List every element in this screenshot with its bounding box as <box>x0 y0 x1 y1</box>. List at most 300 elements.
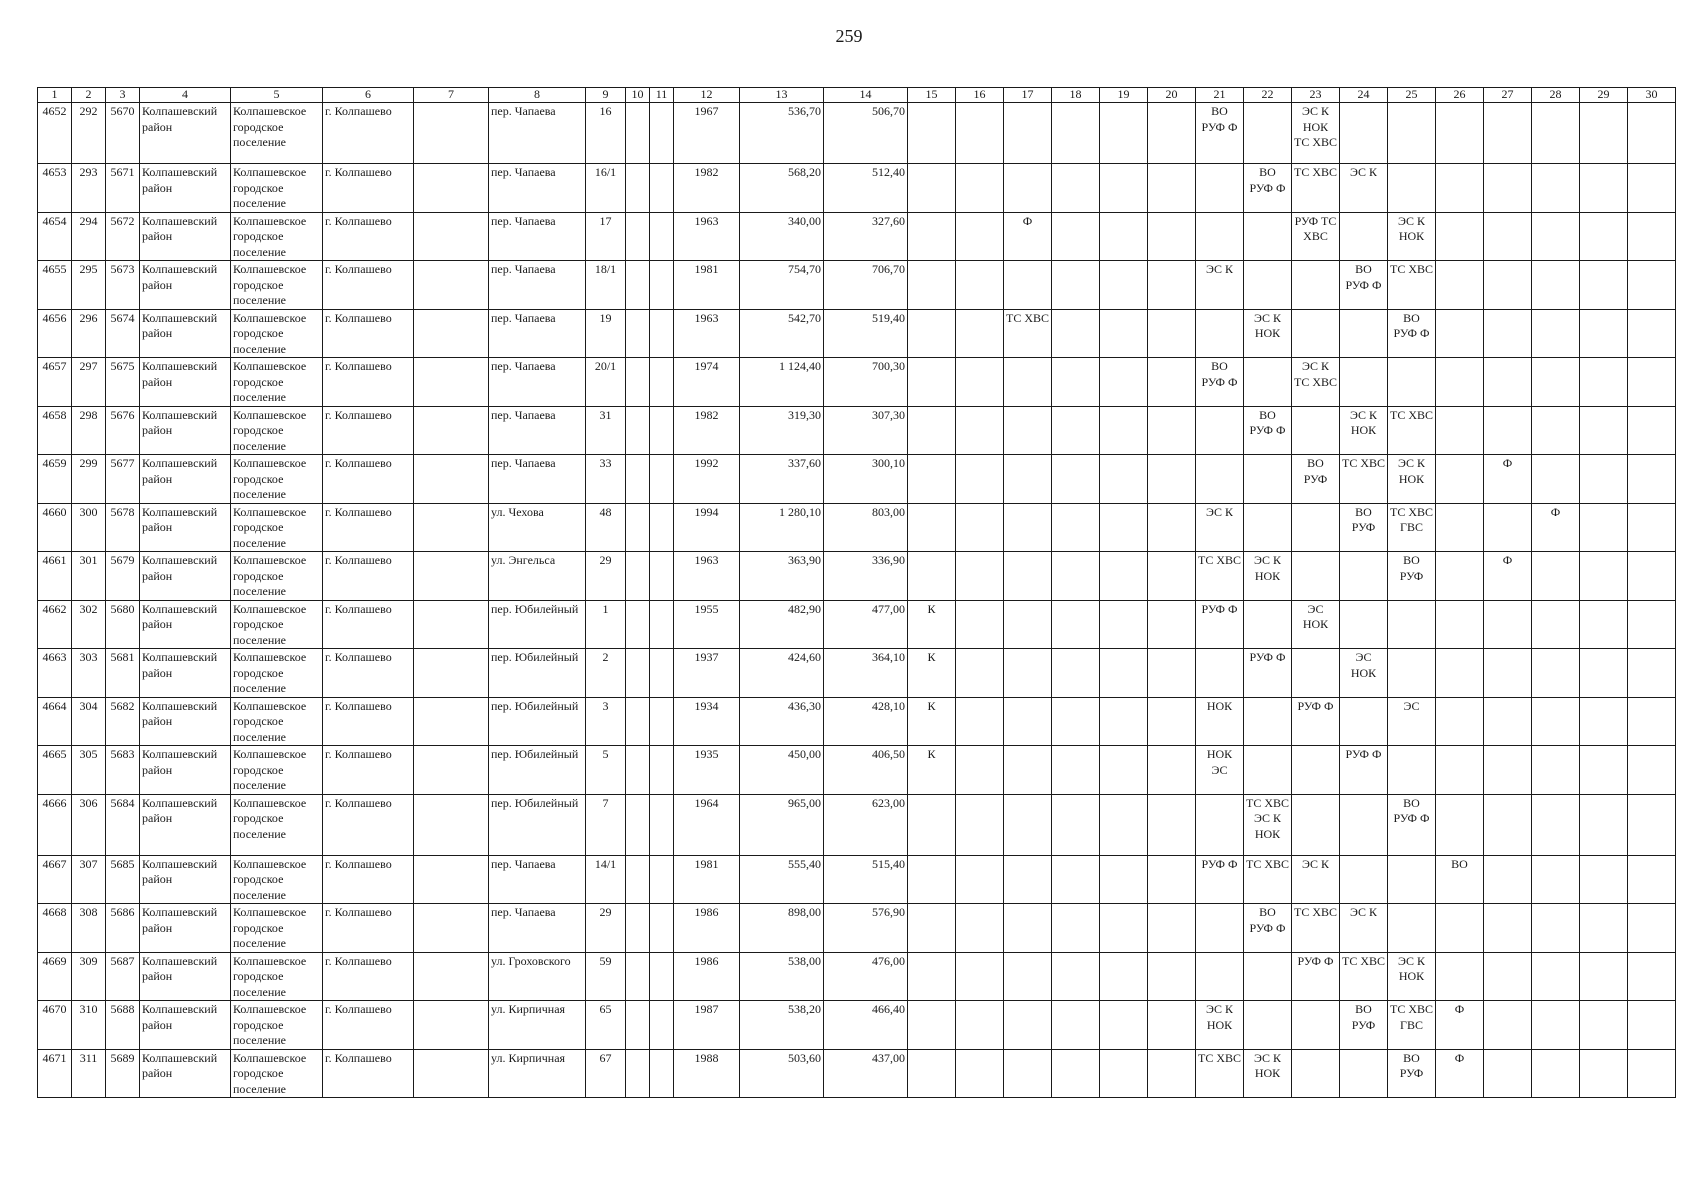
column-header-26: 26 <box>1436 88 1484 103</box>
cell-col-29 <box>1580 358 1628 407</box>
cell-col-3: 5680 <box>106 600 140 649</box>
cell-col-28 <box>1532 261 1580 310</box>
cell-col-16 <box>956 164 1004 213</box>
cell-col-1: 4652 <box>38 103 72 164</box>
cell-col-8: пер. Юбилейный <box>489 697 586 746</box>
cell-col-11 <box>650 261 674 310</box>
cell-col-11 <box>650 455 674 504</box>
cell-col-23 <box>1292 309 1340 358</box>
cell-col-13: 555,40 <box>740 855 824 904</box>
cell-col-25 <box>1388 103 1436 164</box>
cell-col-6: г. Колпашево <box>323 794 414 855</box>
cell-col-1: 4667 <box>38 855 72 904</box>
cell-col-1: 4664 <box>38 697 72 746</box>
column-header-30: 30 <box>1628 88 1676 103</box>
cell-col-16 <box>956 503 1004 552</box>
cell-col-14: 506,70 <box>824 103 908 164</box>
column-header-13: 13 <box>740 88 824 103</box>
cell-col-27 <box>1484 600 1532 649</box>
cell-col-17 <box>1004 746 1052 795</box>
column-header-7: 7 <box>414 88 489 103</box>
cell-col-26: Ф <box>1436 1049 1484 1098</box>
cell-col-14: 803,00 <box>824 503 908 552</box>
table-row <box>38 1049 1676 1098</box>
cell-col-5: Колпашевское городское поселение <box>231 261 323 310</box>
cell-col-12: 1935 <box>674 746 740 795</box>
cell-col-7 <box>414 1001 489 1050</box>
cell-col-6: г. Колпашево <box>323 261 414 310</box>
cell-col-5: Колпашевское городское поселение <box>231 212 323 261</box>
cell-col-13: 424,60 <box>740 649 824 698</box>
cell-col-16 <box>956 1001 1004 1050</box>
cell-col-9: 1 <box>586 600 626 649</box>
cell-col-17: Ф <box>1004 212 1052 261</box>
cell-col-14: 364,10 <box>824 649 908 698</box>
cell-col-23: ЭС К НОК ТС ХВС <box>1292 103 1340 164</box>
cell-col-2: 301 <box>72 552 106 601</box>
cell-col-28 <box>1532 600 1580 649</box>
cell-col-6: г. Колпашево <box>323 952 414 1001</box>
cell-col-7 <box>414 952 489 1001</box>
cell-col-20 <box>1148 1049 1196 1098</box>
cell-col-28 <box>1532 952 1580 1001</box>
cell-col-15 <box>908 358 956 407</box>
cell-col-3: 5678 <box>106 503 140 552</box>
cell-col-7 <box>414 600 489 649</box>
cell-col-1: 4662 <box>38 600 72 649</box>
cell-col-17 <box>1004 904 1052 953</box>
cell-col-11 <box>650 794 674 855</box>
cell-col-29 <box>1580 261 1628 310</box>
cell-col-16 <box>956 261 1004 310</box>
cell-col-5: Колпашевское городское поселение <box>231 697 323 746</box>
cell-col-16 <box>956 697 1004 746</box>
cell-col-18 <box>1052 503 1100 552</box>
cell-col-24: ТС ХВС <box>1340 455 1388 504</box>
cell-col-5: Колпашевское городское поселение <box>231 164 323 213</box>
cell-col-12: 1992 <box>674 455 740 504</box>
cell-col-28 <box>1532 103 1580 164</box>
cell-col-12: 1963 <box>674 309 740 358</box>
table-row <box>38 212 1676 261</box>
cell-col-15 <box>908 103 956 164</box>
cell-col-24 <box>1340 600 1388 649</box>
cell-col-6: г. Колпашево <box>323 358 414 407</box>
cell-col-8: ул. Кирпичная <box>489 1049 586 1098</box>
cell-col-17 <box>1004 600 1052 649</box>
cell-col-10 <box>626 103 650 164</box>
cell-col-12: 1963 <box>674 552 740 601</box>
cell-col-26 <box>1436 455 1484 504</box>
cell-col-20 <box>1148 212 1196 261</box>
cell-col-29 <box>1580 103 1628 164</box>
cell-col-27 <box>1484 649 1532 698</box>
cell-col-4: Колпашевский район <box>140 1001 231 1050</box>
cell-col-9: 3 <box>586 697 626 746</box>
cell-col-8: пер. Чапаева <box>489 164 586 213</box>
cell-col-23 <box>1292 261 1340 310</box>
column-header-23: 23 <box>1292 88 1340 103</box>
column-header-18: 18 <box>1052 88 1100 103</box>
cell-col-18 <box>1052 697 1100 746</box>
cell-col-25 <box>1388 600 1436 649</box>
cell-col-18 <box>1052 261 1100 310</box>
cell-col-22 <box>1244 455 1292 504</box>
cell-col-15 <box>908 455 956 504</box>
cell-col-3: 5688 <box>106 1001 140 1050</box>
cell-col-8: пер. Юбилейный <box>489 794 586 855</box>
cell-col-1: 4668 <box>38 904 72 953</box>
cell-col-23 <box>1292 1001 1340 1050</box>
cell-col-21: ЭС К НОК <box>1196 1001 1244 1050</box>
cell-col-26 <box>1436 103 1484 164</box>
cell-col-7 <box>414 103 489 164</box>
cell-col-11 <box>650 952 674 1001</box>
cell-col-11 <box>650 358 674 407</box>
cell-col-17: ТС ХВС <box>1004 309 1052 358</box>
cell-col-26 <box>1436 697 1484 746</box>
cell-col-22: ВО РУФ Ф <box>1244 164 1292 213</box>
cell-col-29 <box>1580 1049 1628 1098</box>
cell-col-22 <box>1244 1001 1292 1050</box>
cell-col-13: 436,30 <box>740 697 824 746</box>
cell-col-24: ЭС К <box>1340 164 1388 213</box>
cell-col-5: Колпашевское городское поселение <box>231 503 323 552</box>
cell-col-6: г. Колпашево <box>323 103 414 164</box>
cell-col-10 <box>626 904 650 953</box>
cell-col-12: 1994 <box>674 503 740 552</box>
cell-col-28 <box>1532 1049 1580 1098</box>
cell-col-15 <box>908 794 956 855</box>
cell-col-8: пер. Чапаева <box>489 261 586 310</box>
cell-col-28 <box>1532 212 1580 261</box>
cell-col-8: пер. Юбилейный <box>489 746 586 795</box>
column-header-6: 6 <box>323 88 414 103</box>
cell-col-19 <box>1100 358 1148 407</box>
cell-col-4: Колпашевский район <box>140 455 231 504</box>
cell-col-19 <box>1100 904 1148 953</box>
cell-col-6: г. Колпашево <box>323 600 414 649</box>
cell-col-1: 4660 <box>38 503 72 552</box>
cell-col-12: 1988 <box>674 1049 740 1098</box>
table-row <box>38 358 1676 407</box>
cell-col-13: 340,00 <box>740 212 824 261</box>
cell-col-8: пер. Чапаева <box>489 358 586 407</box>
cell-col-20 <box>1148 261 1196 310</box>
cell-col-1: 4654 <box>38 212 72 261</box>
cell-col-12: 1982 <box>674 406 740 455</box>
cell-col-14: 515,40 <box>824 855 908 904</box>
cell-col-13: 337,60 <box>740 455 824 504</box>
cell-col-4: Колпашевский район <box>140 952 231 1001</box>
cell-col-22: ТС ХВС ЭС К НОК <box>1244 794 1292 855</box>
cell-col-29 <box>1580 212 1628 261</box>
cell-col-11 <box>650 649 674 698</box>
cell-col-9: 29 <box>586 904 626 953</box>
cell-col-1: 4665 <box>38 746 72 795</box>
cell-col-8: пер. Чапаева <box>489 309 586 358</box>
cell-col-24: ЭС К <box>1340 904 1388 953</box>
cell-col-25: ЭС К НОК <box>1388 455 1436 504</box>
cell-col-9: 16 <box>586 103 626 164</box>
cell-col-9: 5 <box>586 746 626 795</box>
cell-col-26 <box>1436 552 1484 601</box>
cell-col-21 <box>1196 455 1244 504</box>
cell-col-20 <box>1148 952 1196 1001</box>
cell-col-29 <box>1580 649 1628 698</box>
cell-col-27 <box>1484 904 1532 953</box>
cell-col-30 <box>1628 455 1676 504</box>
cell-col-15 <box>908 1001 956 1050</box>
cell-col-2: 302 <box>72 600 106 649</box>
cell-col-9: 14/1 <box>586 855 626 904</box>
cell-col-7 <box>414 261 489 310</box>
cell-col-27 <box>1484 952 1532 1001</box>
cell-col-21: РУФ Ф <box>1196 600 1244 649</box>
cell-col-7 <box>414 794 489 855</box>
cell-col-6: г. Колпашево <box>323 552 414 601</box>
cell-col-27 <box>1484 103 1532 164</box>
table-row <box>38 904 1676 953</box>
cell-col-2: 294 <box>72 212 106 261</box>
cell-col-1: 4657 <box>38 358 72 407</box>
cell-col-1: 4670 <box>38 1001 72 1050</box>
cell-col-19 <box>1100 1049 1148 1098</box>
cell-col-25 <box>1388 164 1436 213</box>
cell-col-28 <box>1532 309 1580 358</box>
cell-col-5: Колпашевское городское поселение <box>231 1049 323 1098</box>
cell-col-2: 293 <box>72 164 106 213</box>
table-row <box>38 952 1676 1001</box>
cell-col-9: 67 <box>586 1049 626 1098</box>
cell-col-1: 4661 <box>38 552 72 601</box>
cell-col-11 <box>650 212 674 261</box>
cell-col-18 <box>1052 309 1100 358</box>
cell-col-16 <box>956 649 1004 698</box>
cell-col-2: 309 <box>72 952 106 1001</box>
cell-col-13: 538,20 <box>740 1001 824 1050</box>
cell-col-13: 503,60 <box>740 1049 824 1098</box>
table-row <box>38 455 1676 504</box>
cell-col-5: Колпашевское городское поселение <box>231 794 323 855</box>
cell-col-19 <box>1100 952 1148 1001</box>
cell-col-12: 1987 <box>674 1001 740 1050</box>
cell-col-18 <box>1052 746 1100 795</box>
cell-col-22: ЭС К НОК <box>1244 309 1292 358</box>
cell-col-30 <box>1628 904 1676 953</box>
cell-col-9: 33 <box>586 455 626 504</box>
cell-col-28 <box>1532 455 1580 504</box>
cell-col-30 <box>1628 855 1676 904</box>
cell-col-24 <box>1340 212 1388 261</box>
cell-col-7 <box>414 855 489 904</box>
cell-col-17 <box>1004 358 1052 407</box>
cell-col-25 <box>1388 649 1436 698</box>
cell-col-2: 311 <box>72 1049 106 1098</box>
cell-col-21 <box>1196 406 1244 455</box>
cell-col-6: г. Колпашево <box>323 1001 414 1050</box>
cell-col-12: 1986 <box>674 952 740 1001</box>
cell-col-25: ТС ХВС ГВС <box>1388 1001 1436 1050</box>
cell-col-16 <box>956 552 1004 601</box>
cell-col-24: РУФ Ф <box>1340 746 1388 795</box>
cell-col-24 <box>1340 855 1388 904</box>
cell-col-27 <box>1484 697 1532 746</box>
cell-col-22 <box>1244 358 1292 407</box>
cell-col-13: 536,70 <box>740 103 824 164</box>
cell-col-26 <box>1436 746 1484 795</box>
cell-col-23: ТС ХВС <box>1292 904 1340 953</box>
table-row <box>38 1001 1676 1050</box>
cell-col-19 <box>1100 406 1148 455</box>
cell-col-4: Колпашевский район <box>140 746 231 795</box>
cell-col-5: Колпашевское городское поселение <box>231 406 323 455</box>
cell-col-2: 300 <box>72 503 106 552</box>
cell-col-15 <box>908 212 956 261</box>
cell-col-11 <box>650 103 674 164</box>
cell-col-13: 754,70 <box>740 261 824 310</box>
cell-col-17 <box>1004 164 1052 213</box>
cell-col-21 <box>1196 904 1244 953</box>
cell-col-20 <box>1148 794 1196 855</box>
cell-col-18 <box>1052 164 1100 213</box>
cell-col-9: 20/1 <box>586 358 626 407</box>
cell-col-3: 5670 <box>106 103 140 164</box>
table-row <box>38 855 1676 904</box>
cell-col-14: 576,90 <box>824 904 908 953</box>
cell-col-20 <box>1148 503 1196 552</box>
table-row <box>38 552 1676 601</box>
cell-col-19 <box>1100 261 1148 310</box>
cell-col-27 <box>1484 261 1532 310</box>
cell-col-12: 1981 <box>674 261 740 310</box>
cell-col-12: 1937 <box>674 649 740 698</box>
cell-col-3: 5681 <box>106 649 140 698</box>
cell-col-18 <box>1052 455 1100 504</box>
cell-col-24: ЭС НОК <box>1340 649 1388 698</box>
cell-col-19 <box>1100 746 1148 795</box>
cell-col-25: ЭС К НОК <box>1388 952 1436 1001</box>
cell-col-30 <box>1628 1049 1676 1098</box>
cell-col-30 <box>1628 697 1676 746</box>
cell-col-26 <box>1436 406 1484 455</box>
cell-col-22: ВО РУФ Ф <box>1244 406 1292 455</box>
cell-col-15: К <box>908 649 956 698</box>
cell-col-23 <box>1292 794 1340 855</box>
cell-col-5: Колпашевское городское поселение <box>231 1001 323 1050</box>
cell-col-26 <box>1436 794 1484 855</box>
column-header-16: 16 <box>956 88 1004 103</box>
column-header-14: 14 <box>824 88 908 103</box>
cell-col-7 <box>414 309 489 358</box>
cell-col-3: 5683 <box>106 746 140 795</box>
cell-col-5: Колпашевское городское поселение <box>231 552 323 601</box>
cell-col-9: 59 <box>586 952 626 1001</box>
cell-col-10 <box>626 697 650 746</box>
column-header-1: 1 <box>38 88 72 103</box>
cell-col-24 <box>1340 103 1388 164</box>
cell-col-12: 1974 <box>674 358 740 407</box>
cell-col-1: 4669 <box>38 952 72 1001</box>
cell-col-10 <box>626 358 650 407</box>
cell-col-5: Колпашевское городское поселение <box>231 455 323 504</box>
cell-col-13: 965,00 <box>740 794 824 855</box>
cell-col-11 <box>650 1001 674 1050</box>
cell-col-28 <box>1532 406 1580 455</box>
column-header-3: 3 <box>106 88 140 103</box>
cell-col-4: Колпашевский район <box>140 103 231 164</box>
table-row <box>38 746 1676 795</box>
cell-col-27 <box>1484 1049 1532 1098</box>
cell-col-20 <box>1148 1001 1196 1050</box>
cell-col-23: РУФ Ф <box>1292 697 1340 746</box>
cell-col-30 <box>1628 164 1676 213</box>
cell-col-22: РУФ Ф <box>1244 649 1292 698</box>
cell-col-24: ВО РУФ <box>1340 1001 1388 1050</box>
cell-col-19 <box>1100 503 1148 552</box>
cell-col-16 <box>956 746 1004 795</box>
column-header-5: 5 <box>231 88 323 103</box>
cell-col-11 <box>650 406 674 455</box>
cell-col-25: ВО РУФ <box>1388 552 1436 601</box>
cell-col-25: ЭС К НОК <box>1388 212 1436 261</box>
cell-col-18 <box>1052 552 1100 601</box>
cell-col-25: ВО РУФ Ф <box>1388 309 1436 358</box>
cell-col-12: 1967 <box>674 103 740 164</box>
cell-col-5: Колпашевское городское поселение <box>231 746 323 795</box>
cell-col-5: Колпашевское городское поселение <box>231 649 323 698</box>
cell-col-30 <box>1628 212 1676 261</box>
cell-col-29 <box>1580 455 1628 504</box>
column-header-22: 22 <box>1244 88 1292 103</box>
column-header-19: 19 <box>1100 88 1148 103</box>
cell-col-22: ТС ХВС <box>1244 855 1292 904</box>
table-row <box>38 600 1676 649</box>
cell-col-17 <box>1004 103 1052 164</box>
cell-col-25: ТС ХВС ГВС <box>1388 503 1436 552</box>
cell-col-27 <box>1484 164 1532 213</box>
cell-col-22 <box>1244 503 1292 552</box>
cell-col-4: Колпашевский район <box>140 697 231 746</box>
cell-col-14: 623,00 <box>824 794 908 855</box>
cell-col-15 <box>908 309 956 358</box>
cell-col-3: 5679 <box>106 552 140 601</box>
cell-col-24 <box>1340 552 1388 601</box>
cell-col-3: 5674 <box>106 309 140 358</box>
cell-col-20 <box>1148 600 1196 649</box>
cell-col-3: 5686 <box>106 904 140 953</box>
table-row <box>38 103 1676 164</box>
cell-col-11 <box>650 746 674 795</box>
cell-col-18 <box>1052 212 1100 261</box>
cell-col-15 <box>908 904 956 953</box>
cell-col-13: 363,90 <box>740 552 824 601</box>
cell-col-21 <box>1196 212 1244 261</box>
cell-col-6: г. Колпашево <box>323 406 414 455</box>
cell-col-4: Колпашевский район <box>140 406 231 455</box>
cell-col-23 <box>1292 649 1340 698</box>
cell-col-14: 519,40 <box>824 309 908 358</box>
cell-col-27 <box>1484 358 1532 407</box>
cell-col-26: ВО <box>1436 855 1484 904</box>
cell-col-2: 305 <box>72 746 106 795</box>
cell-col-29 <box>1580 952 1628 1001</box>
cell-col-15 <box>908 406 956 455</box>
cell-col-20 <box>1148 406 1196 455</box>
cell-col-30 <box>1628 309 1676 358</box>
cell-col-19 <box>1100 552 1148 601</box>
cell-col-9: 7 <box>586 794 626 855</box>
